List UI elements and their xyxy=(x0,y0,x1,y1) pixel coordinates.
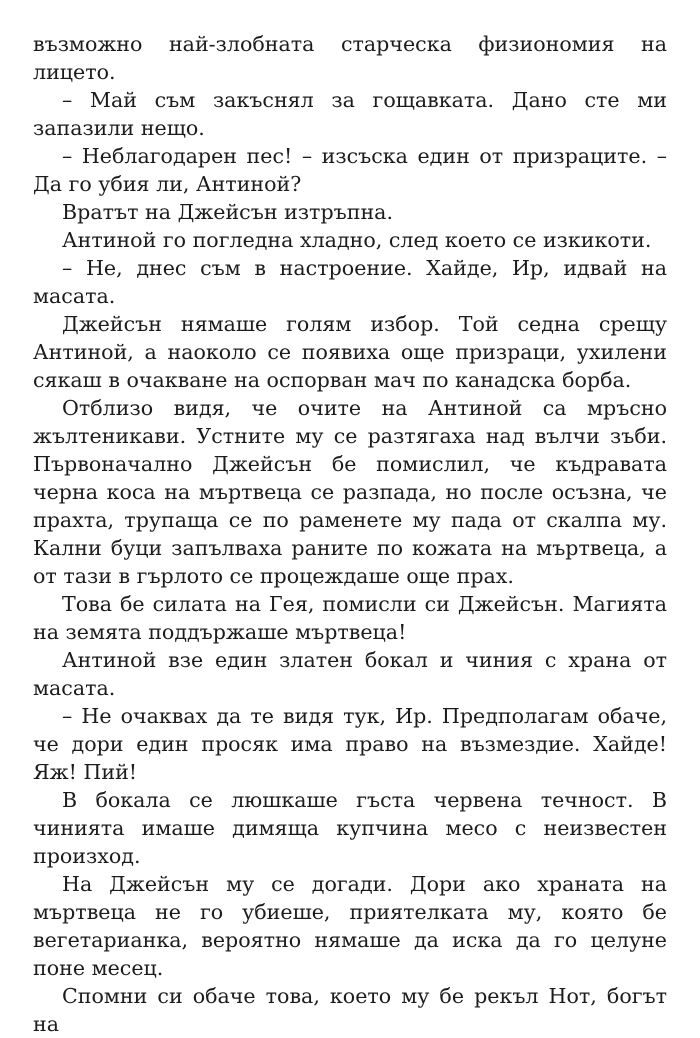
paragraph: Джейсън нямаше голям избор. Той седна срещу Антиной, а наоколо се появиха още призраци, ухилени сякаш в очакване на оспорван мач по канадска борба. xyxy=(33,312,667,392)
paragraph: Антиной го погледна хладно, след което се изкикоти. xyxy=(62,228,652,252)
paragraph: – Не очаквах да те видя тук, Ир. Предполагам обаче, че дори един просяк има право на възмездие. Хайде! Яж! Пий! xyxy=(33,704,667,784)
paragraph: Това бе силата на Гея, помисли си Джейсън. Магията на земята поддържаше мъртвеца! xyxy=(33,592,667,644)
paragraph: Антиной взе един златен бокал и чиния с храна от масата. xyxy=(33,648,667,700)
paragraph: – Май съм закъснял за гощавката. Дано сте ми запазили нещо. xyxy=(33,88,667,140)
paragraph: В бокала се люшкаше гъста червена течност. В чинията имаше димяща купчина месо с неизвестен произход. xyxy=(33,788,667,868)
paragraph: – Неблагодарен пес! – изсъска един от призраците. – Да го убия ли, Антиной? xyxy=(33,144,667,196)
paragraph: Спомни си обаче това, което му бе рекъл Нот, богът на xyxy=(33,984,667,1036)
paragraph: Отблизо видя, че очите на Антиной са мръсно жълтеникави. Устните му се разтягаха над вълчи зъби. Първоначално Джейсън бе помислил, че къдравата черна коса на мъртвеца се разпада, но после осъзна, че прахта, трупаща се по раменете му пада от скалпа му. Кални буци запълваха раните по кожата на мъртвеца, а от тази в гърлото се процеждаше още прах. xyxy=(33,396,667,588)
paragraph: възможно най-злобната старческа физиономия на лицето. xyxy=(33,32,667,84)
paragraph: – Не, днес съм в настроение. Хайде, Ир, идвай на масата. xyxy=(33,256,667,308)
paragraph: Вратът на Джейсън изтръпна. xyxy=(62,200,393,224)
paragraph: На Джейсън му се догади. Дори ако храната на мъртвеца не го убиеше, приятелката му, която бе вегетарианка, вероятно нямаше да иска да го целуне поне месец. xyxy=(33,872,667,980)
